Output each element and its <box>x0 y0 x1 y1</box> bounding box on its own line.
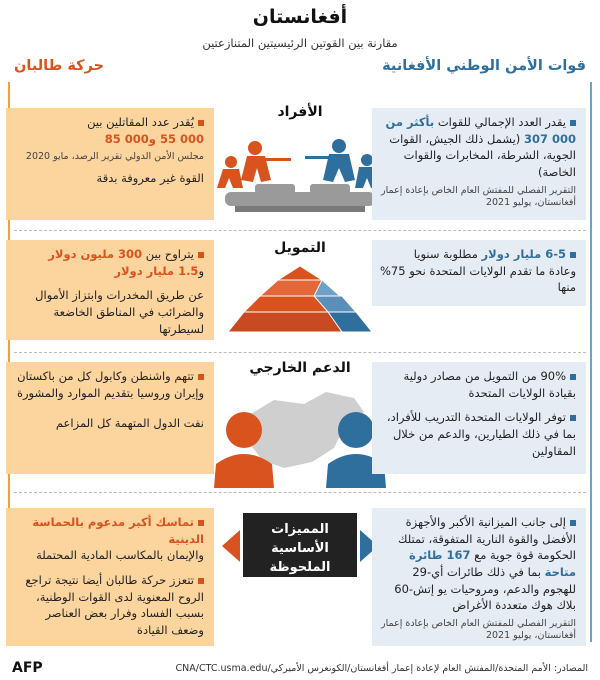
bullet-icon <box>570 374 576 380</box>
bullet-icon <box>570 415 576 421</box>
bullet-icon <box>198 520 204 526</box>
personnel-taliban-source: مجلس الأمن الدولي تقرير الرصد، مايو 2020 <box>25 151 204 163</box>
personnel-afghan-text-1: يقدر العدد الإجمالي للقوات <box>437 115 566 129</box>
afghan-forces-header: قوات الأمن الوطني الأفغانية <box>382 58 586 74</box>
advantages-taliban-highlight: تماسك أكبر مدعوم بالحماسة الدينية <box>32 515 204 546</box>
soldiers-tanks-illustration <box>215 122 385 220</box>
bullet-icon <box>198 120 204 126</box>
page-title: أفغانستان <box>252 6 348 28</box>
blue-side-line <box>590 82 592 642</box>
funding-taliban-highlight-1: 300 مليون دولار <box>48 247 143 261</box>
bullet-icon <box>570 252 576 258</box>
foreign-support-taliban-text-2: نفت الدول المتهمة كل المزاعم <box>55 416 204 431</box>
section-divider <box>14 352 586 353</box>
funding-taliban-conjunction: و <box>198 263 204 278</box>
funding-taliban-text-1: يتراوح بين <box>145 247 194 261</box>
bullet-icon <box>198 374 204 380</box>
bullet-icon <box>198 252 204 258</box>
money-pile-illustration <box>222 262 378 342</box>
key-advantages-label <box>243 513 357 577</box>
section-divider <box>14 492 586 493</box>
personnel-label: الأفراد <box>277 104 323 120</box>
advantages-afghan-highlight: 167 طائرة متاحة <box>409 548 576 580</box>
funding-taliban-highlight-2: 1.5 مليار دولار <box>114 263 199 278</box>
key-advantages-line-1: المميزات الأساسية <box>271 522 329 556</box>
section-divider <box>14 230 586 231</box>
personnel-taliban-text-1: يُقدر عدد المقاتلين بين <box>87 115 194 129</box>
foreign-support-taliban-box <box>6 362 214 474</box>
bullet-icon <box>198 578 204 584</box>
funding-afghan-highlight: 6-5 مليار دولار <box>481 247 566 261</box>
foreign-support-label: الدعم الخارجي <box>249 360 351 376</box>
personnel-taliban-text-2: القوة غير معروفة بدقة <box>96 170 204 185</box>
funding-afghan-text-2: وعادة ما تقدم الولايات المتحدة نحو 75% منها <box>379 263 576 295</box>
personnel-afghan-text-2: (يشمل ذلك الجيش، القوات الجوية، الشرطة، المخابرات والقوات الخاصة) <box>389 131 576 180</box>
funding-taliban-text-2: عن طريق المخدرات وابتزاز الأموال والضرائب في المناطق الخاضعة لسيطرتها <box>35 288 204 336</box>
sources-footer: المصادر: الأمم المتحدة/المفتش العام لإعادة إعمار أفغانستان/الكونغرس الأميركي/CNA/CTC.usma.edu <box>175 663 588 674</box>
bullet-icon <box>570 520 576 526</box>
afghan-soldiers-icon <box>305 139 381 188</box>
afghanistan-map-figures-illustration <box>214 378 386 488</box>
tanks-icon <box>225 184 375 212</box>
personnel-afghan-highlight-2: 000 307 <box>523 131 576 146</box>
foreign-support-afghan-text-2: توفر الولايات المتحدة التدريب للأفراد، بما في ذلك الطيارين، والدعم من خلال المقاولين <box>386 410 576 458</box>
key-advantages-line-2: الملحوظة <box>269 559 331 575</box>
foreign-support-taliban-text-1: تتهم واشنطن وكابول كل من باكستان وإيران وروسيا بتقديم الموارد والمشورة <box>16 369 204 400</box>
taliban-header: حركة طالبان <box>14 58 105 74</box>
advantages-taliban-text-1: والإيمان بالمكاسب المادية المحتملة <box>36 548 204 563</box>
taliban-fighters-icon <box>217 141 291 188</box>
advantages-taliban-box <box>6 508 214 646</box>
foreign-support-afghan-text-1: 90% من التمويل من مصادر دولية بقيادة الولايات المتحدة <box>403 369 576 400</box>
personnel-afghan-highlight-1: بأكثر من <box>385 115 435 129</box>
afp-logo: AFP <box>12 660 43 676</box>
bullet-icon <box>570 120 576 126</box>
funding-label: التمويل <box>274 240 326 256</box>
funding-afghan-text-1: مطلوبة سنويا <box>413 247 478 261</box>
funding-taliban-box <box>6 240 214 340</box>
funding-afghan-box <box>372 240 586 306</box>
personnel-taliban-box <box>6 108 214 220</box>
advantages-taliban-text-2: تتعزز حركة طالبان أيضا نتيجة تراجع الروح المعنوية لدى القوات الوطنية، بسبب الفساد وفرار بعض العناصر وضعف القيادة <box>25 573 204 638</box>
personnel-afghan-box <box>372 108 586 220</box>
advantages-afghan-text-1: إلى جانب الميزانية الأكبر والأجهزة الأفضل والقوة النارية المتفوقة، تمتلك الحكومة قوة جوية مع <box>398 515 576 563</box>
advantages-afghan-source: التقرير الفصلي للمفتش العام الخاص بإعادة إعمار أفغانستان، يوليو 2021 <box>381 618 576 642</box>
personnel-afghan-source: التقرير الفصلي للمفتش العام الخاص بإعادة إعمار أفغانستان، يوليو 2021 <box>381 184 576 209</box>
advantages-afghan-box <box>372 508 586 646</box>
personnel-taliban-highlight: 000 55 و000 85 <box>104 131 204 146</box>
foreign-support-afghan-box <box>372 362 586 474</box>
advantages-afghan-text-2: بما في ذلك طائرات أي-29 للهجوم والدعم، ومروحيات يو إتش-60 بلاك هوك متعددة الأغراض <box>394 565 576 613</box>
page-subtitle: مقارنة بين القوتين الرئيسيتين المتنازعتين <box>202 36 398 50</box>
